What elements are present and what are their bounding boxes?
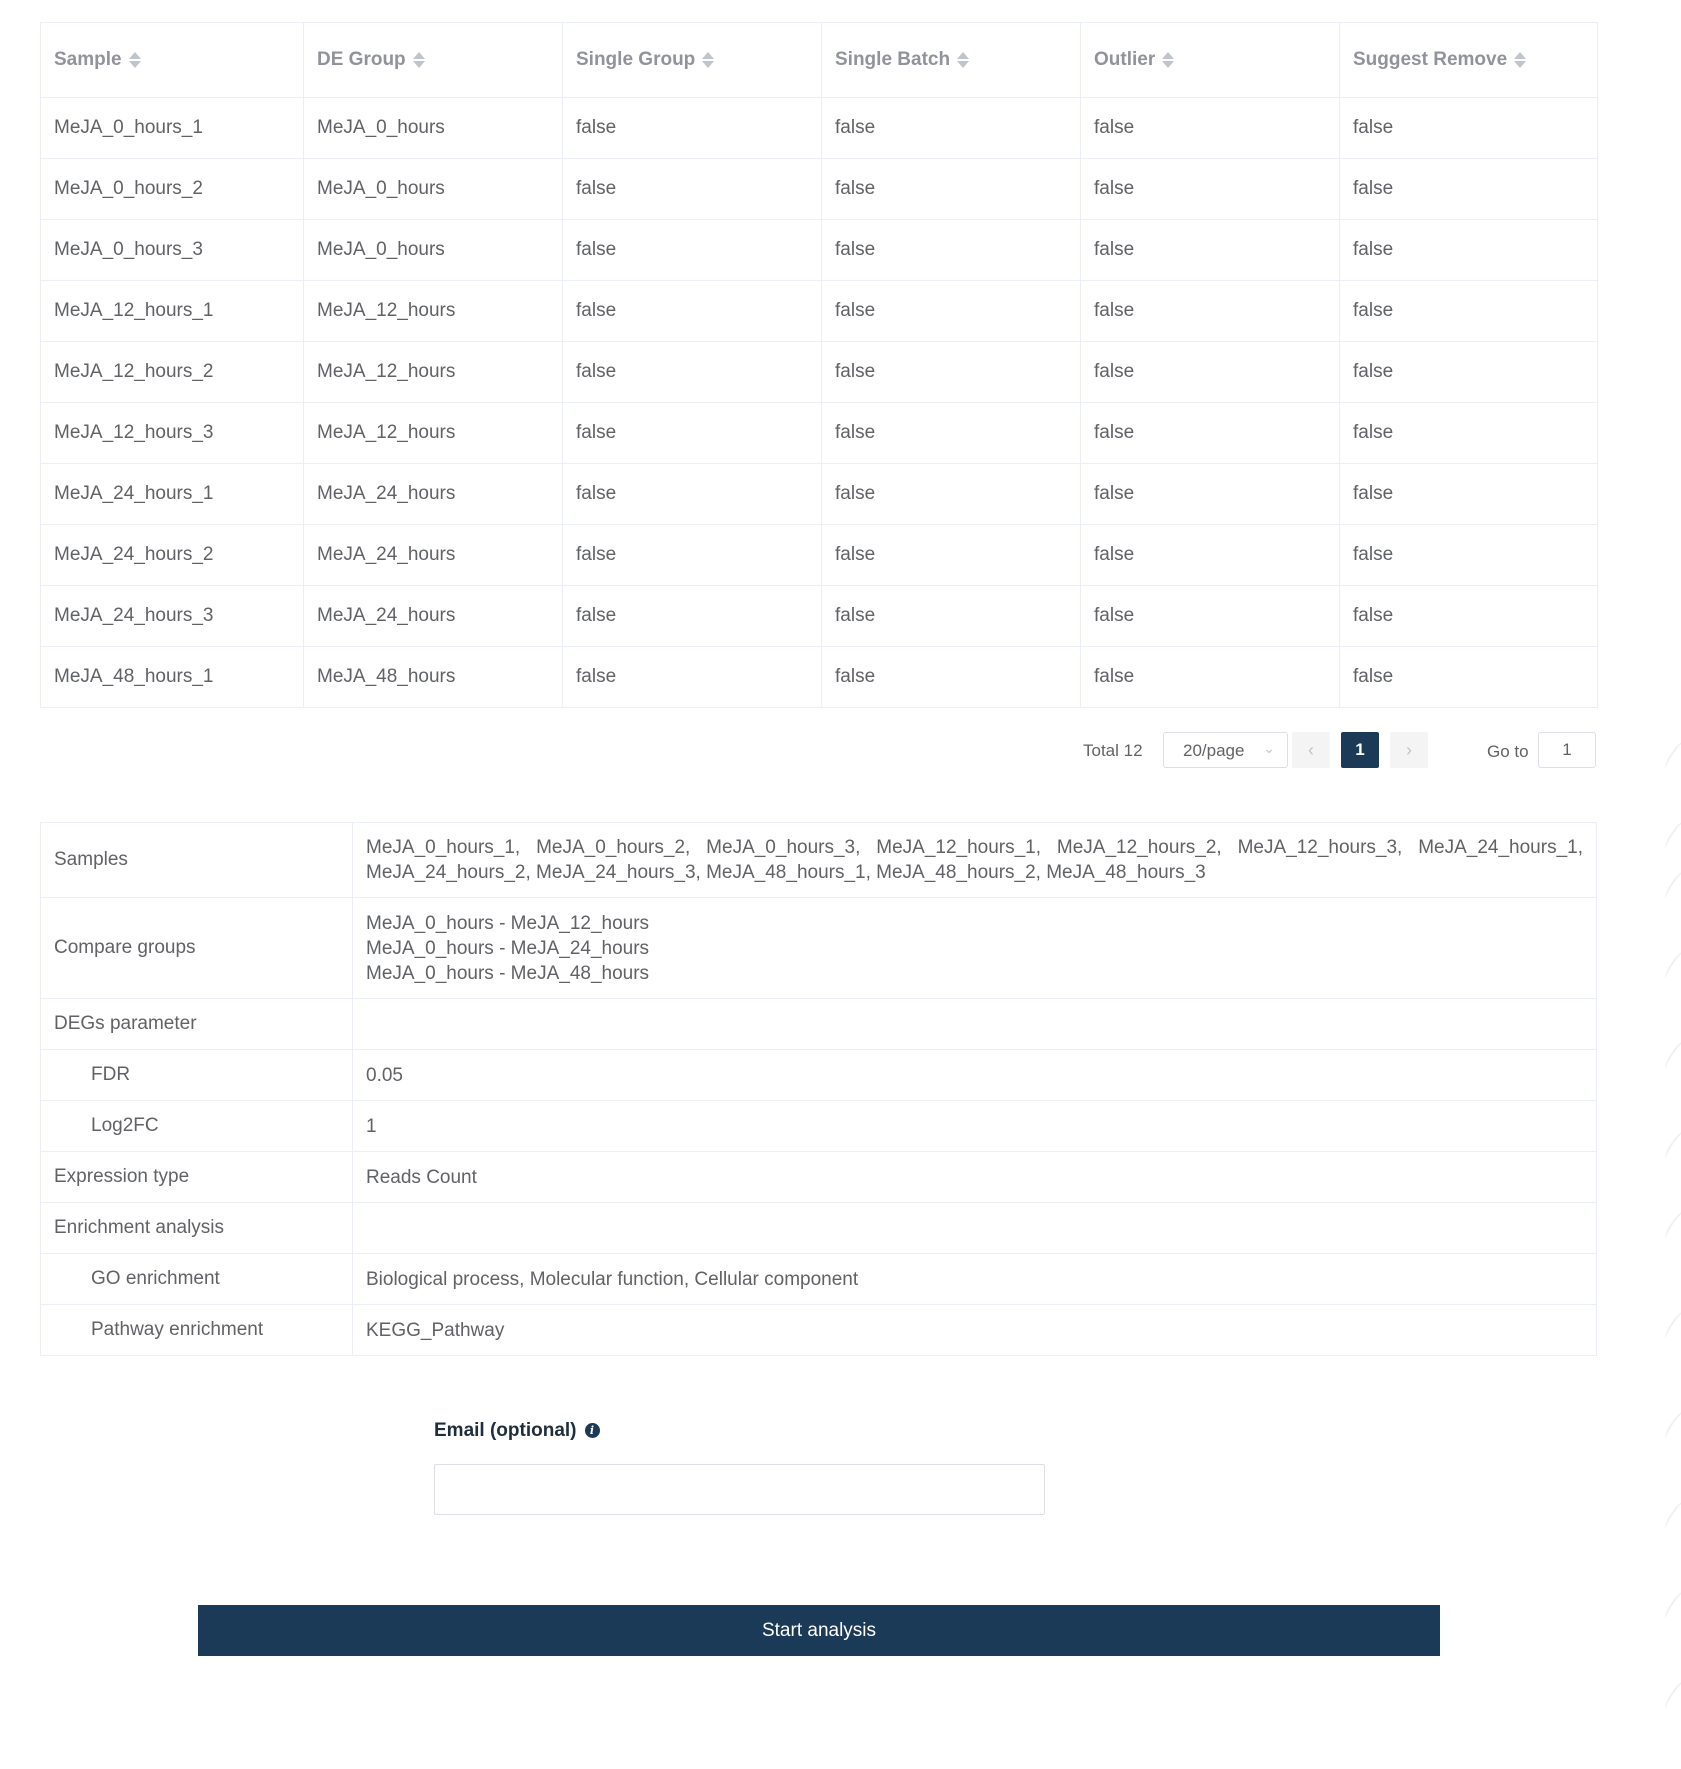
- de-group-cell: MeJA_24_hours: [304, 525, 563, 586]
- outlier-cell: false: [1081, 586, 1340, 647]
- page-size-select[interactable]: [1163, 732, 1288, 768]
- single-batch-cell: false: [822, 647, 1081, 708]
- suggest-remove-cell: false: [1340, 525, 1598, 586]
- single-group-cell: false: [563, 220, 822, 281]
- single-batch-cell: false: [822, 159, 1081, 220]
- single-group-cell: false: [563, 525, 822, 586]
- sort-icon[interactable]: [1514, 51, 1526, 69]
- outlier-cell: false: [1081, 159, 1340, 220]
- info-icon[interactable]: i: [585, 1423, 600, 1438]
- sample-cell: MeJA_12_hours_2: [41, 342, 304, 403]
- de-group-cell: MeJA_12_hours: [304, 281, 563, 342]
- enrichment-analysis-value: [353, 1203, 1597, 1254]
- single-group-cell: false: [563, 159, 822, 220]
- summary-row-compare-groups: [41, 898, 1597, 999]
- suggest-remove-cell: false: [1340, 586, 1598, 647]
- summary-row-fdr: [41, 1050, 1597, 1101]
- outlier-cell: false: [1081, 220, 1340, 281]
- pathway-enrichment-value: KEGG_Pathway: [353, 1305, 1597, 1356]
- fdr-label: FDR: [41, 1050, 353, 1101]
- log2fc-label: Log2FC: [41, 1101, 353, 1152]
- go-enrichment-label: GO enrichment: [41, 1254, 353, 1305]
- email-input[interactable]: [434, 1464, 1045, 1515]
- background-decoration: [1651, 720, 1681, 1769]
- email-label: [434, 1420, 600, 1442]
- de-group-cell: MeJA_12_hours: [304, 403, 563, 464]
- single-batch-cell: false: [822, 403, 1081, 464]
- sample-cell: MeJA_24_hours_1: [41, 464, 304, 525]
- sort-icon[interactable]: [129, 51, 141, 69]
- single-batch-cell: false: [822, 464, 1081, 525]
- suggest-remove-cell: false: [1340, 159, 1598, 220]
- sort-icon[interactable]: [702, 51, 714, 69]
- single-group-cell: false: [563, 464, 822, 525]
- suggest-remove-cell: false: [1340, 98, 1598, 159]
- compare-groups-value: [353, 898, 1597, 999]
- summary-row-degs-parameter: [41, 999, 1597, 1050]
- outlier-cell: false: [1081, 525, 1340, 586]
- table-row: [41, 220, 1598, 281]
- single-batch-cell: false: [822, 281, 1081, 342]
- pathway-enrichment-label: Pathway enrichment: [41, 1305, 353, 1356]
- summary-row-go-enrichment: [41, 1254, 1597, 1305]
- table-row: [41, 464, 1598, 525]
- column-header-sample[interactable]: Sample: [41, 23, 304, 98]
- column-header-suggest-remove[interactable]: Suggest Remove: [1340, 23, 1598, 98]
- suggest-remove-cell: false: [1340, 281, 1598, 342]
- next-page-button[interactable]: [1390, 732, 1428, 768]
- sample-cell: MeJA_0_hours_1: [41, 98, 304, 159]
- summary-row-enrichment-analysis: [41, 1203, 1597, 1254]
- goto-page-input[interactable]: 1: [1538, 732, 1596, 768]
- single-group-cell: false: [563, 403, 822, 464]
- chevron-right-icon: ›: [1406, 740, 1412, 760]
- suggest-remove-cell: false: [1340, 342, 1598, 403]
- email-label-text: Email (optional): [434, 1420, 577, 1441]
- suggest-remove-cell: false: [1340, 220, 1598, 281]
- outlier-cell: false: [1081, 281, 1340, 342]
- compare-group-item: MeJA_0_hours - MeJA_24_hours: [366, 937, 650, 959]
- sample-table: [40, 22, 1598, 708]
- enrichment-analysis-label: Enrichment analysis: [41, 1203, 353, 1254]
- goto-label: Go to: [1487, 742, 1529, 761]
- table-row: [41, 159, 1598, 220]
- samples-value: MeJA_0_hours_1, MeJA_0_hours_2, MeJA_0_hours_3, MeJA_12_hours_1, MeJA_12_hours_2, MeJA_12_hours_3, MeJA_24_hours_1, MeJA_24_hours_2, MeJA_24_hours_3, MeJA_48_hours_1, MeJA_48_hours_2, MeJA_48_hours_3: [353, 823, 1597, 898]
- table-header-row: [41, 23, 1598, 98]
- single-batch-cell: false: [822, 220, 1081, 281]
- sample-cell: MeJA_12_hours_3: [41, 403, 304, 464]
- sample-cell: MeJA_24_hours_3: [41, 586, 304, 647]
- single-batch-cell: false: [822, 525, 1081, 586]
- suggest-remove-cell: false: [1340, 464, 1598, 525]
- single-batch-cell: false: [822, 98, 1081, 159]
- single-batch-cell: false: [822, 342, 1081, 403]
- degs-parameter-label: DEGs parameter: [41, 999, 353, 1050]
- analysis-summary-table: [40, 822, 1597, 1356]
- de-group-cell: MeJA_0_hours: [304, 98, 563, 159]
- single-group-cell: false: [563, 586, 822, 647]
- column-header-outlier[interactable]: Outlier: [1081, 23, 1340, 98]
- outlier-cell: false: [1081, 403, 1340, 464]
- table-row: [41, 281, 1598, 342]
- sample-cell: MeJA_0_hours_3: [41, 220, 304, 281]
- summary-row-samples: [41, 823, 1597, 898]
- de-group-cell: MeJA_48_hours: [304, 647, 563, 708]
- table-row: [41, 403, 1598, 464]
- start-analysis-button[interactable]: Start analysis: [198, 1605, 1440, 1656]
- sort-icon[interactable]: [957, 51, 969, 69]
- page-number-current[interactable]: 1: [1341, 732, 1379, 768]
- sample-cell: MeJA_12_hours_1: [41, 281, 304, 342]
- table-row: [41, 586, 1598, 647]
- summary-row-expression-type: [41, 1152, 1597, 1203]
- de-group-cell: MeJA_0_hours: [304, 220, 563, 281]
- outlier-cell: false: [1081, 647, 1340, 708]
- single-batch-cell: false: [822, 586, 1081, 647]
- outlier-cell: false: [1081, 342, 1340, 403]
- de-group-cell: MeJA_24_hours: [304, 586, 563, 647]
- expression-type-label: Expression type: [41, 1152, 353, 1203]
- single-group-cell: false: [563, 647, 822, 708]
- table-row: [41, 647, 1598, 708]
- chevron-left-icon: ‹: [1308, 740, 1314, 760]
- suggest-remove-cell: false: [1340, 403, 1598, 464]
- chevron-down-icon: ⌄: [1263, 740, 1275, 756]
- single-group-cell: false: [563, 342, 822, 403]
- table-row: [41, 525, 1598, 586]
- sort-icon[interactable]: [413, 51, 425, 69]
- sort-icon[interactable]: [1162, 51, 1174, 69]
- column-header-single-batch[interactable]: Single Batch: [822, 23, 1081, 98]
- prev-page-button[interactable]: [1292, 732, 1330, 768]
- sample-cell: MeJA_24_hours_2: [41, 525, 304, 586]
- page-size-value: 20/page: [1183, 741, 1245, 760]
- log2fc-value: 1: [353, 1101, 1597, 1152]
- sample-cell: MeJA_48_hours_1: [41, 647, 304, 708]
- compare-groups-label: Compare groups: [41, 898, 353, 999]
- de-group-cell: MeJA_12_hours: [304, 342, 563, 403]
- suggest-remove-cell: false: [1340, 647, 1598, 708]
- compare-group-item: MeJA_0_hours - MeJA_48_hours: [366, 962, 650, 984]
- de-group-cell: MeJA_24_hours: [304, 464, 563, 525]
- go-enrichment-value: Biological process, Molecular function, Cellular component: [353, 1254, 1597, 1305]
- column-header-single-group[interactable]: Single Group: [563, 23, 822, 98]
- fdr-value: 0.05: [353, 1050, 1597, 1101]
- single-group-cell: false: [563, 281, 822, 342]
- de-group-cell: MeJA_0_hours: [304, 159, 563, 220]
- summary-row-pathway-enrichment: [41, 1305, 1597, 1356]
- table-row: [41, 98, 1598, 159]
- summary-row-log2fc: [41, 1101, 1597, 1152]
- column-header-de-group[interactable]: DE Group: [304, 23, 563, 98]
- samples-label: Samples: [41, 823, 353, 898]
- outlier-cell: false: [1081, 98, 1340, 159]
- expression-type-value: Reads Count: [353, 1152, 1597, 1203]
- table-row: [41, 342, 1598, 403]
- degs-parameter-value: [353, 999, 1597, 1050]
- sample-cell: MeJA_0_hours_2: [41, 159, 304, 220]
- pagination-total: Total 12: [1083, 741, 1143, 760]
- single-group-cell: false: [563, 98, 822, 159]
- outlier-cell: false: [1081, 464, 1340, 525]
- compare-group-item: MeJA_0_hours - MeJA_12_hours: [366, 912, 650, 934]
